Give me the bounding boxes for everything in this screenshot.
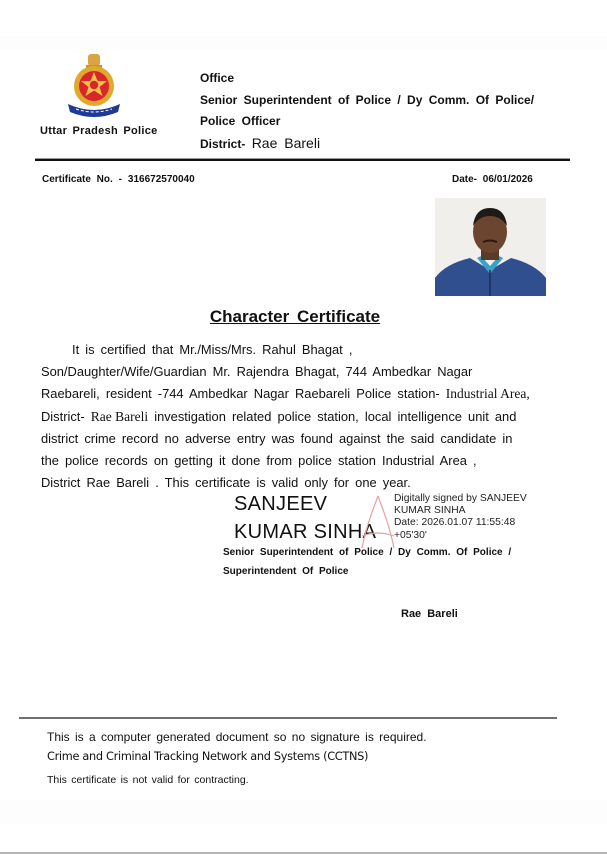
police-station-name: Industrial Area, (445, 386, 530, 402)
body-text: investigation related police station, local intelligence unit and (148, 408, 517, 424)
body-line: District Rae Bareli . This certificate is valid only for one year. (41, 475, 411, 491)
district-name: Rae Bareli (90, 408, 149, 424)
header-divider (35, 159, 570, 161)
footer-cctns: Crime and Criminal Tracking Network and Systems (CCTNS) (47, 750, 369, 763)
body-line: It is certified that Mr./Miss/Mrs. Rahul Bhagat , (72, 342, 353, 357)
digital-signature-details (394, 493, 527, 542)
body-line: district crime record no adverse entry was found against the said candidate in (41, 430, 513, 446)
body-line (41, 383, 541, 405)
certificate-date (452, 174, 533, 185)
district-value: Rae Bareli (251, 134, 321, 151)
office-block (200, 68, 534, 155)
footer-note: This is a computer generated document so no signature is required. (47, 730, 427, 744)
office-title-line2: Police Officer (200, 114, 281, 128)
body-line (41, 406, 541, 428)
body-text: Raebareli, resident -744 Ambedkar Nagar Raebareli Police station- (41, 386, 446, 402)
signer-name-line1: SANJEEV (234, 493, 328, 515)
digital-signature-date: Date: 2026.01.07 11:55:48 (394, 517, 516, 529)
document-title: Character Certificate (209, 307, 381, 326)
page-top-band (0, 36, 607, 50)
signer-title (223, 544, 511, 581)
signer-title-line2: Superintendent Of Police (223, 565, 349, 577)
certificate-number (42, 174, 195, 185)
date-label: Date- (452, 174, 478, 185)
signer-place: Rae Bareli (401, 608, 458, 620)
district-label: District- (200, 136, 246, 151)
signer-name-line2: KUMAR SINHA (234, 521, 377, 543)
footer-disclaimer: This certificate is not valid for contracting. (47, 774, 249, 786)
body-line: Son/Daughter/Wife/Guardian Mr. Rajendra Bhagat, 744 Ambedkar Nagar (41, 364, 473, 380)
signer-name (234, 490, 376, 546)
digital-signature-line: Digitally signed by SANJEEV (394, 493, 527, 504)
office-title-line1: Senior Superintendent of Police / Dy Comm. Of Police/ (200, 92, 535, 107)
certificate-number-label: Certificate No. - (42, 174, 122, 185)
organization-name: Uttar Pradesh Police (40, 125, 158, 137)
body-line: the police records on getting it done from police station Industrial Area , (41, 453, 477, 469)
page-bottom-band (0, 800, 607, 824)
digital-signature-timezone: +05'30' (394, 529, 427, 541)
office-label: Office (200, 71, 235, 85)
up-police-emblem-icon (62, 52, 126, 120)
body-text: District- (41, 408, 91, 424)
date-value: 06/01/2026 (482, 174, 533, 185)
certificate-body (41, 339, 541, 494)
certificate-number-value: 316672570040 (127, 174, 195, 185)
digital-signature-line: KUMAR SINHA (394, 505, 466, 517)
signer-title-line1: Senior Superintendent of Police / Dy Comm. Of Police / (223, 547, 512, 558)
applicant-photo (435, 198, 546, 296)
footer-divider (19, 717, 557, 719)
district-row (200, 133, 534, 156)
